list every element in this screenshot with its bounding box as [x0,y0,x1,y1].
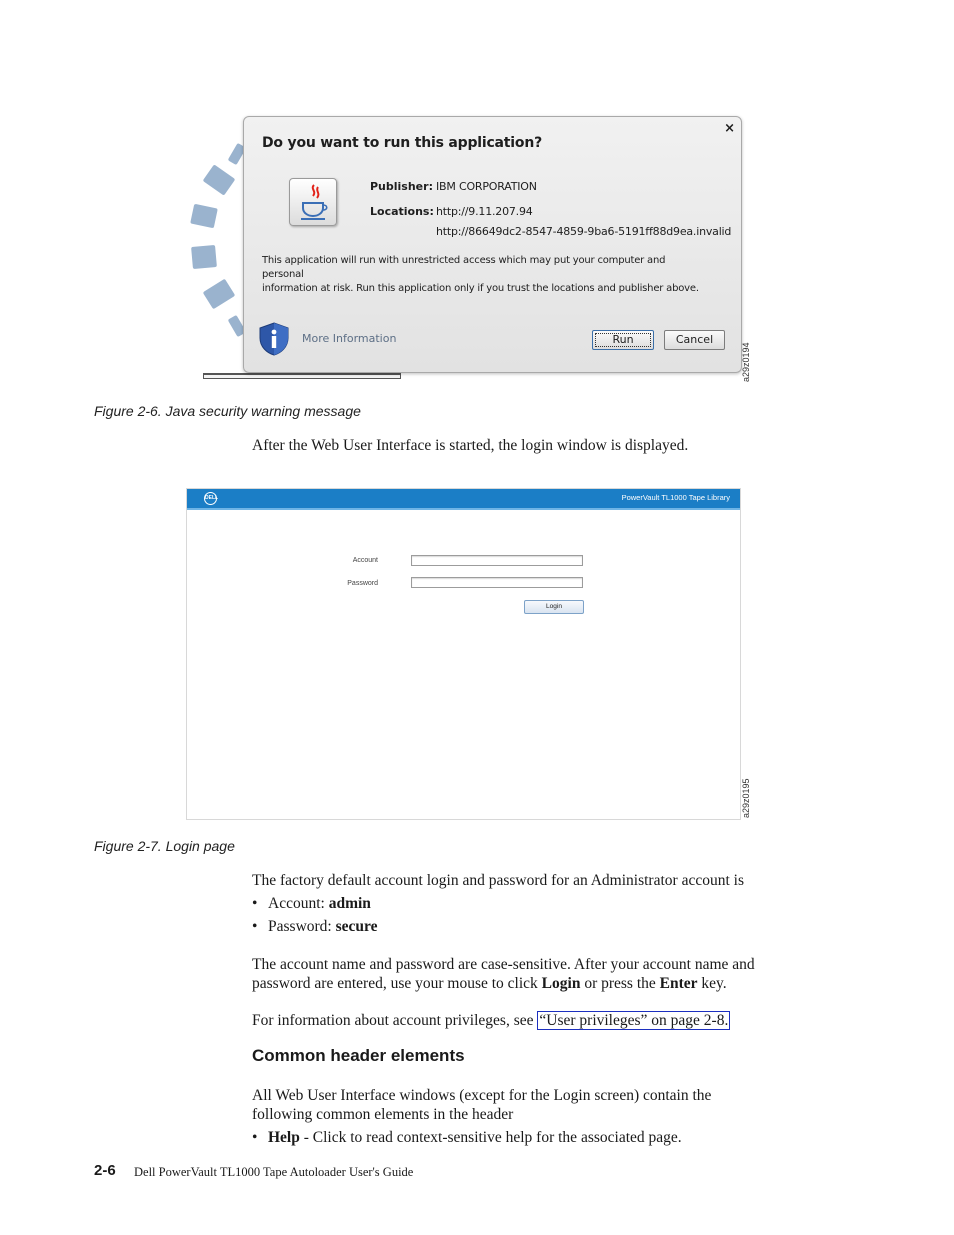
list-item: • Help - Click to read context-sensitive help for the associated page. [252,1129,682,1146]
locations-label: Locations: [370,205,434,218]
login-header-bar [187,489,740,508]
publisher-label: Publisher: [370,180,433,193]
text-line [252,974,755,993]
text-line: following common elements in the header [252,1106,514,1123]
text-span: or press the [580,975,660,992]
text-line: All Web User Interface windows (except for the Login screen) contain the [252,1087,712,1104]
paragraph-default-login: The factory default account login and password for an Administrator account is [252,872,744,889]
bullet-text: - Click to read context-sensitive help for the associated page. [299,1129,682,1146]
enter-term: Enter [659,975,698,992]
text-span: password are entered, use your mouse to click [252,975,542,992]
password-value: secure [335,918,378,935]
paragraph-privileges [252,1011,730,1030]
close-icon[interactable]: × [724,121,735,136]
login-term: Login [541,975,581,992]
text-span: For information about account privileges, see [252,1012,538,1029]
dell-logo: DELL [204,492,217,505]
info-shield-icon [258,322,290,356]
text-line: The account name and password are case-sensitive. After your account name and [252,956,755,973]
java-security-dialog [243,116,742,373]
page-number: 2-6 [94,1162,116,1179]
publisher-value: IBM CORPORATION [436,180,537,193]
bullet-label: Password: [268,918,336,935]
paragraph-login-window: After the Web User Interface is started, the login window is displayed. [252,437,689,454]
figure-login-page [186,488,741,820]
account-label: Account [352,557,378,564]
book-title: Dell PowerVault TL1000 Tape Autoloader User's Guide [134,1165,414,1179]
java-cup-icon [289,178,337,226]
section-heading: Common header elements [252,1046,465,1065]
warning-line: This application will run with unrestricted access which may put your computer and personal [262,255,666,280]
warning-text [262,254,702,296]
warning-line: information at risk. Run this application only if you trust the locations and publisher above. [262,283,699,294]
figure-code: a29z0194 [741,342,751,382]
dialog-title: Do you want to run this application? [262,135,543,151]
account-input[interactable] [411,555,583,566]
account-value: admin [328,895,371,912]
location-1: http://9.11.207.94 [436,205,533,218]
list-item: • Password: secure [252,918,378,935]
paragraph-case-sensitive [252,955,755,993]
figure-code: a29z0195 [741,778,751,818]
help-term: Help [268,1129,300,1146]
password-label: Password [347,580,378,587]
run-button[interactable]: Run [592,330,654,350]
bullet-label: Account: [268,895,329,912]
figure-caption: Figure 2-7. Login page [94,838,235,854]
login-button[interactable]: Login [524,600,584,614]
product-name: PowerVault TL1000 Tape Library [621,493,730,502]
more-information-link[interactable]: More Information [302,332,397,345]
user-privileges-link[interactable]: “User privileges” on page 2-8. [539,1012,729,1029]
list-item: • Account: admin [252,895,371,912]
paragraph-common-elements [252,1086,711,1124]
cancel-button[interactable]: Cancel [664,330,725,350]
password-input[interactable] [411,577,583,588]
figure-caption: Figure 2-6. Java security warning message [94,403,361,419]
background-window-bar [203,373,401,379]
location-2: http://86649dc2-8547-4859-9ba6-5191ff88d9ea.invalid [436,225,732,238]
text-span: key. [697,975,727,992]
